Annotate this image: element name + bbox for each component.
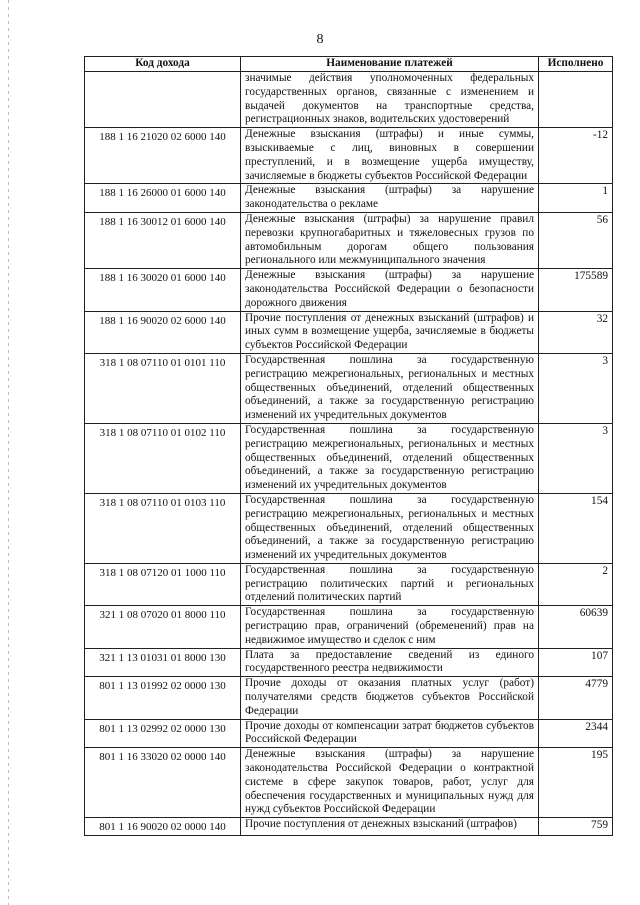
executed-amount-cell: 3	[539, 353, 613, 423]
table-row	[85, 719, 613, 748]
revenue-code-cell: 801 1 13 01992 02 0000 130	[85, 677, 241, 719]
revenue-code-cell: 188 1 16 30012 01 6000 140	[85, 212, 241, 268]
header-name: Наименование платежей	[241, 57, 539, 72]
table-row	[85, 563, 613, 605]
revenue-code-cell: 188 1 16 26000 01 6000 140	[85, 184, 241, 213]
payment-name-cell: Денежные взыскания (штрафы) за нарушение законодательства Российской Федерации о контрактной системе в сфере закупок товаров, работ, услуг для обеспечения государственных и муниципальных нужд для нужд субъектов Российской Федерации	[241, 748, 539, 818]
table-row	[85, 353, 613, 423]
table-row	[85, 748, 613, 818]
table-row	[85, 818, 613, 836]
table-row	[85, 648, 613, 677]
table-row	[85, 212, 613, 268]
revenue-code-cell: 188 1 16 30020 01 6000 140	[85, 269, 241, 311]
payment-name-cell: Государственная пошлина за государственную регистрацию межрегиональных, региональных и местных общественных объединений, отделений общественных объединений, а также за государственную регистрацию изменений их учредительных документов	[241, 423, 539, 493]
executed-amount-cell: 2344	[539, 719, 613, 748]
revenue-table	[84, 56, 613, 836]
payment-name-cell: Прочие поступления от денежных взысканий (штрафов) и иных сумм в возмещение ущерба, зачисляемые в бюджеты субъектов Российской Федерации	[241, 311, 539, 353]
header-amount: Исполнено	[539, 57, 613, 72]
revenue-code-cell: 321 1 08 07020 01 8000 110	[85, 606, 241, 648]
revenue-code-cell: 801 1 13 02992 02 0000 130	[85, 719, 241, 748]
payment-name-cell: Государственная пошлина за государственную регистрацию межрегиональных, региональных и местных общественных объединений, отделений общественных объединений, а также за государственную регистрацию изменений их учредительных документов	[241, 493, 539, 563]
table-row	[85, 606, 613, 648]
revenue-code-cell: 801 1 16 33020 02 0000 140	[85, 748, 241, 818]
table-row	[85, 493, 613, 563]
executed-amount-cell	[539, 72, 613, 128]
scan-edge-artifact	[8, 0, 9, 905]
payment-name-cell: Денежные взыскания (штрафы) и иные суммы, взыскиваемые с лиц, виновных в совершении преступлений, и в возмещение ущерба имуществу, зачисляемые в бюджеты субъектов Российской Федерации	[241, 128, 539, 184]
revenue-code-cell: 321 1 13 01031 01 8000 130	[85, 648, 241, 677]
executed-amount-cell: 56	[539, 212, 613, 268]
table-header-row	[85, 57, 613, 72]
executed-amount-cell: 1	[539, 184, 613, 213]
header-code: Код дохода	[85, 57, 241, 72]
page-number: 8	[316, 32, 324, 47]
payment-name-cell: Денежные взыскания (штрафы) за нарушение законодательства о рекламе	[241, 184, 539, 213]
executed-amount-cell: 3	[539, 423, 613, 493]
table-row	[85, 72, 613, 128]
payment-name-cell: Прочие поступления от денежных взысканий (штрафов)	[241, 818, 539, 836]
executed-amount-cell: -12	[539, 128, 613, 184]
payment-name-cell: Плата за предоставление сведений из единого государственного реестра недвижимости	[241, 648, 539, 677]
table-row	[85, 128, 613, 184]
revenue-code-cell: 318 1 08 07110 01 0102 110	[85, 423, 241, 493]
executed-amount-cell: 154	[539, 493, 613, 563]
table-row	[85, 311, 613, 353]
payment-name-cell: Денежные взыскания (штрафы) за нарушение правил перевозки крупногабаритных и тяжеловесных грузов по автомобильным дорогам общего пользования регионального или межмуниципального значения	[241, 212, 539, 268]
executed-amount-cell: 759	[539, 818, 613, 836]
payment-name-cell: Прочие доходы от оказания платных услуг (работ) получателями средств бюджетов субъектов Российской Федерации	[241, 677, 539, 719]
revenue-code-cell: 318 1 08 07120 01 1000 110	[85, 563, 241, 605]
revenue-code-cell: 188 1 16 21020 02 6000 140	[85, 128, 241, 184]
revenue-code-cell: 318 1 08 07110 01 0103 110	[85, 493, 241, 563]
payment-name-cell: Прочие доходы от компенсации затрат бюджетов субъектов Российской Федерации	[241, 719, 539, 748]
executed-amount-cell: 2	[539, 563, 613, 605]
revenue-code-cell: 801 1 16 90020 02 0000 140	[85, 818, 241, 836]
executed-amount-cell: 107	[539, 648, 613, 677]
table-row	[85, 423, 613, 493]
revenue-code-cell: 188 1 16 90020 02 6000 140	[85, 311, 241, 353]
executed-amount-cell: 60639	[539, 606, 613, 648]
revenue-code-cell	[85, 72, 241, 128]
revenue-code-cell: 318 1 08 07110 01 0101 110	[85, 353, 241, 423]
payment-name-cell: Государственная пошлина за государственную регистрацию политических партий и региональных отделений политических партий	[241, 563, 539, 605]
table-row	[85, 184, 613, 213]
table-row	[85, 677, 613, 719]
table-row	[85, 269, 613, 311]
payment-name-cell: Государственная пошлина за государственную регистрацию прав, ограничений (обременений) прав на недвижимое имущество и сделок с ним	[241, 606, 539, 648]
payment-name-cell: Государственная пошлина за государственную регистрацию межрегиональных, региональных и местных общественных объединений, отделений общественных объединений, а также за государственную регистрацию изменений их учредительных документов	[241, 353, 539, 423]
executed-amount-cell: 195	[539, 748, 613, 818]
executed-amount-cell: 175589	[539, 269, 613, 311]
payment-name-cell: значимые действия уполномоченных федеральных государственных органов, связанные с изменением и выдачей документов на транспортные средства, регистрационных знаков, водительских удостоверений	[241, 72, 539, 128]
executed-amount-cell: 4779	[539, 677, 613, 719]
payment-name-cell: Денежные взыскания (штрафы) за нарушение законодательства Российской Федерации о безопасности дорожного движения	[241, 269, 539, 311]
executed-amount-cell: 32	[539, 311, 613, 353]
